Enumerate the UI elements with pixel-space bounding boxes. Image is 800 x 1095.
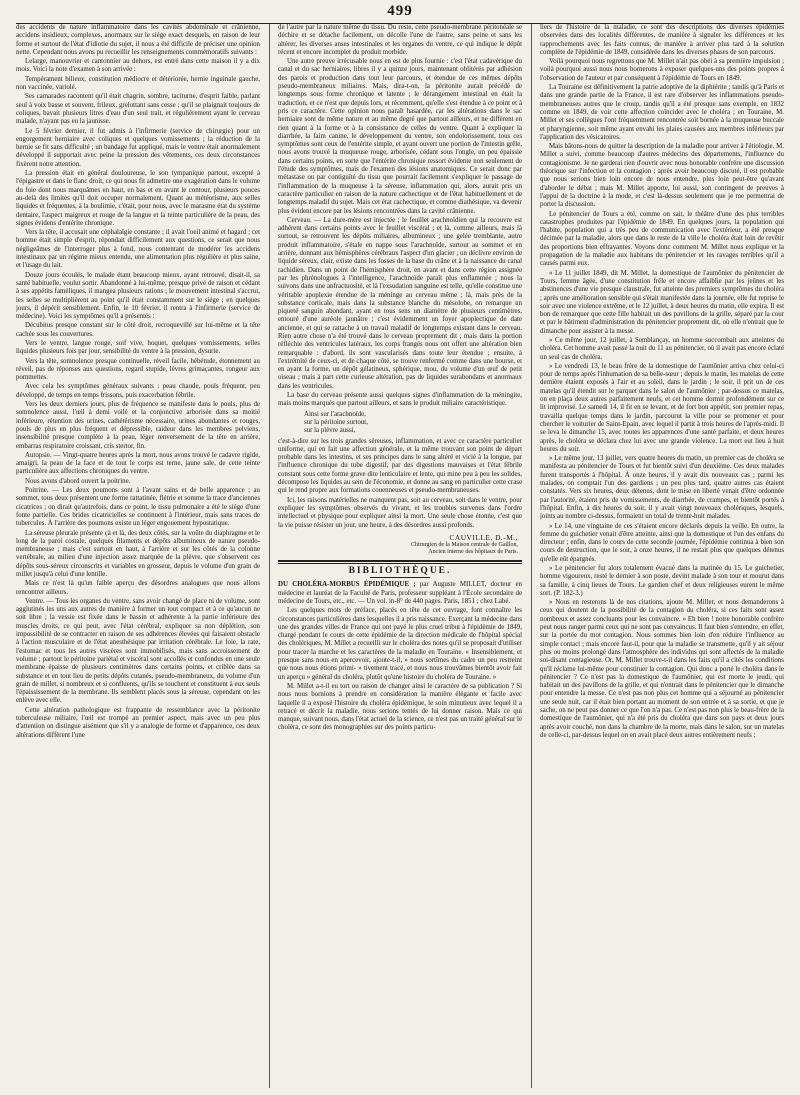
article-paragraph: Ses camarades racontent qu'il était chagrin, sombre, taciturne, d'esprit faible, parlant seul à voix basse et souvent, frileux, grelottant sans cesse ; qu'il se plaignait toujours de coliques, bavait plusieurs litres d'eau d'un seul trait, et régulièrement ayant le cerveau malade, n'ayant pas eu la jaunisse.	[16, 93, 260, 126]
article-paragraph: » Ce même jour, 12 juillet, à Semblançay, un homme succombait aux atteintes du choléra. Cet homme avait passé la nuit du 11 au pénitencier, où il avait pas encore éclaté un seul cas de choléra.	[540, 336, 784, 361]
signature-affiliation: Chirurgien de la Maison centrale de Gaillon,	[410, 542, 518, 549]
book-entry-details: par Auguste MILLET, docteur en médecine et lauréat de la Faculté de Paris, professeur suppléant à l'École secondaire de médecine de Tours, etc., etc. — Un vol. in-8° de 440 pages. Paris, 1851 ; chez Labé.	[278, 581, 522, 605]
section-title: BIBLIOTHÈQUE.	[278, 567, 522, 578]
article-paragraph: M. Millet a-t-il eu tort ou raison de changer ainsi le caractère de sa publication ? Si nous nous bornions à prendre en considération la manière élégante et facile avec laquelle il a exposé l'histoire du choléra épidémique, le soin minutieux avec lequel il a retracé et décrit la maladie, nous serions tentés de lui donner raison. Mais ce qui manque, suivant nous, dans l'état actuel de la science, ce n'est pas un traité général sur le choléra, ce sont des monographies sur des points particu-	[278, 682, 522, 732]
article-paragraph: Cerveau. — La dure-mère est injectée ; le feuillet arachnoïdien qui la recouvre est adhérent dans certains points avec le feuillet viscéral ; et là, comme ailleurs, mais là surtout, se retrouvent les dépôts miliaires, albumineux ; une gelée tremblante, autre produit inflammatoire, s'étale en nappe sous l'arachnoïde, surtout au sommet et en arrière, donnant aux hémisphères cérébraux l'aspect d'un glacier ; un déclivre environ de liquide séreux, clair, existe dans les fosses de la base du crâne et à la naissance du canal rachidien. Dans un point de l'hémisphère droit, en avant et dans cette région assignée par les phrénologues à l'intelligence, l'arachnoïde paraît plus enflammée ; nous la suivons dans une anfractuosité, et là l'exsudation sanguine est telle, qu'elle constitue une véritable apoplexie étendue de la méninge au cerveau même ; là, mais près de la substance corticale, mais dans la substance blanche du mésolobe, on remarque un piqueté sanguin abondant, ayant en tous sens un diamètre de plusieurs centimètres, entouré d'une auréole jaunâtre ; c'est évidemment un foyer apoplectique de date ancienne, et qui se rattache à un travail maladif de longtemps existant dans le cerveau. Rien autre chose n'a été trouvé dans le cerveau proprement dit ; mais dans la portion réfléchie des ventricules latéraux, les corps frangés nous ont offert une altération bien remarquable : d'abord, ils sont vascularisés dans toute leur étendue ; ensuite, à l'extrémité de ceux-ci, et de chaque côté, se trouve renfermé comme dans une bourse, et en ayant la forme, un dépôt gélatineux, sphérique, mou, du volume d'un œuf de petit oiseau ; mais à part cette curieuse altération, pas de liquides surabondans et anormaux dans les ventricules.	[278, 216, 522, 390]
verse-block	[304, 411, 522, 436]
article-paragraph: de l'autre par la nature même du tissu. Du reste, cette pseudo-membrane péritonéale se déchire et se détache facilement, on décolle l'une de l'autre, sans peine et sans les altérer, les diverses anses intestinales et les organes du ventre, ce qui indique le dépôt récent et encore incomplet du produit morbide.	[278, 24, 522, 56]
verse-line: sur la plèvre aussi,	[304, 427, 356, 435]
article-paragraph: des accidents de nature inflammatoire dans les cavités abdominale et crânienne, accidens insidieux, complexes, anormaux sur le siége exact desquels, en raison de leur forme et surtout de l'état d'idiotie du sujet, il nous a été difficile de préciser une opinion nette. Cependant nous avons pu recueillir les renseignements commémoratifs suivants :	[16, 24, 260, 56]
verse-line: Ainsi sur l'arachnoïde,	[304, 410, 366, 418]
article-paragraph: » Le pénitencier fut alors totalement évacué dans la matinée du 15. Le guichetier, homme vigoureux, resté le dernier à son poste, devint malade à son tour et mourut dans sa famille, à cinq lieues de Tours. Le gardien chef et deux religieuses eurent le même sort. (P. 182-3.)	[540, 565, 784, 597]
article-paragraph: « Le 11 juillet 1849, dit M. Millet, la domestique de l'aumônier du pénitencier de Tours, femme âgée, d'une constitution frêle et encore affaiblie par les jeûnes et les abstinences d'une vie presque claustrale, fut atteinte des premiers symptômes du choléra ; après une amélioration sensible qui s'était manifestée dans la journée, elle fut reprise le soir avec une violence extrême, et le 12 juillet, à deux heures du matin, elle expira. Il est bon de remarquer que cette fille habitait un des pavillons de la grille, séparé par la cour et par le bâtiment d'administration du pénitencier proprement dit, où elle n'entrait que le dimanche pour assister à la messe.	[540, 269, 784, 335]
article-paragraph: c'est-à-dire sur les trois grandes séreuses, inflammation, et avec ce caractère particulier uniforme, qui en fait une affection générale, et la même trouvant son point de départ probable dans les intestins, et ses principes dans le sang altéré et vicié à la longue, par l'influence chronique du tube digestif, par des digestions mauvaises et l'état fébrile constant sous cette forme grave dite lenticulaire et lente, qui mine peu à peu les solides, décompose les liquides au sein de l'économie, et donne au sang en particulier cette crase qui le rend propre aux formations couenneuses et pseudo-membraneuses.	[278, 437, 522, 495]
article-paragraph: » Le même jour, 13 juillet, vers quatre heures du matin, un premier cas de choléra se manifesta au pénitencier de Tours et fut bientôt suivi d'un deuxième. Ces deux malades furent transportés à l'hôpital. À onze heures, il y avait dix nouveaux cas ; parmi les malades, on comptait l'un des gardiens ; un peu plus tard, quatre autres cas étaient constatés. Vers six heures, deux détenus, dont le mise en liberté venait d'être ordonnée par l'autorité, étaient pris de vomissements, de diarrhée, de crampes, et bientôt portés à l'hôpital. Enfin, à dix heures du soir, il y avait vingt nouveaux cholériques, lesquels, joints au nombre ci-dessus, formaient un total de trente-huit malades.	[540, 455, 784, 521]
article-paragraph: » Le 14, une vingtaine de ces s'étaient encore déclarés depuis la veille. En outre, la femme du guichetier venait d'être atteinte, ainsi que la domestique et l'un des enfans du directeur ; enfin, dans le cours de cette seconde journée, l'épidémie continua à bien son cours de destruction, que le soir, à onze heures, il ne restait plus que quelques détenus qu'elle eût épargnés.	[540, 522, 784, 563]
column-2	[278, 24, 522, 1092]
article-paragraph: Poitrine. — Les deux poumons sont à l'avant sains et de belle apparence ; au sommet, tous deux présentent une forme rattatinée, flétrie et somme la trace d'anciennes cicatrices ; on dirait qu'autrefois, dans ce point, le tissu pulmonaire a été le siége d'une fonte partielle. Ces brides cicatricielles se continuent à l'intérieur, mais sans traces de tubercules. À l'arrière des poumons existe un léger engouement hypostatique.	[16, 487, 260, 528]
article-paragraph: » Nous en resterons là de nos citations, ajoute M. Millet, et nous demanderons à ceux qui doutent de la possibilité de la contagion du choléra, si ces faits sont assez nombreux et assez concluants pour les convaincre. » Eh bien ! notre honorable confrère peut nous ranger parmi ceux qui ne sont pas convaincus. Il faut bien s'entendre, en effet, sur la portée du mot contagion. Nous sommes bien loin d'en réduire l'influence au simple contact ; mais encore faut-il, pour que la maladie se transmette, qu'il y ait séjour plus ou moins prolongé dans l'atmosphère des individus qui sont affectés de la maladie soi-disant contagieuse. Or, M. Millet trouve-t-il dans les faits qu'il a cités les conditions qu'il réclame lui-même pour constituer la contagion. Qui donc a porté le choléra dans le pénitencier ? Ce n'est pas la domestique de l'aumônier, qui est morte le jeudi, qui habitait un des pavillons de la grille, et qui n'entrait dans le pénitencier que le dimanche pour entendre la messe. Ce n'est pas non plus cet homme qui a séjourné au pénitencier une seule nuit, car il était bien portant au moment de son entrée et à sa sortie, et que je sache, on ne peut pas donner ce que l'on n'a pas. Ce n'est pas non plus le beau-frère de la domestique de l'aumônier, qui n'a été pris du choléra que dans son pays et deux jours après avoir couché, non dans la chambre de la morte, mais dans le salon, sur un matelas de celle-ci, par-dessus lequel on en avait placé deux autres entièrement neufs ;	[540, 599, 784, 739]
article-paragraph: Ici, les raisons matérielles ne manquent pas, soit au cerveau, soit dans le ventre, pour expliquer les symptômes observés du vivant, et les troubles survenus dans l'ordre intellectuel et physique pour expliquer ainsi la mort. Une seule chose étonne, c'est que la vie puisse résister un jour, une heure, à des désordres aussi profonds.	[278, 496, 522, 529]
article-paragraph: Les quelques mots de préface, placés en tête de cet ouvrage, font connaître les circonstances particulières dans lesquelles il a pris naissance. Exerçant la médecine dans une des grandes villes de France qui ont payé le plus cruel tribut à l'épidémie de 1849, chargé pendant le cours de cette épidémie de la direction médicale de l'hôpital spécial des cholériques, M. Millet a recueilli sur le choléra des notes qu'il se proposait d'utiliser pour tracer la marche et les caractères de la maladie en Touraine. « Insensiblement, et presque sans nous en apercevoir, ajoute-t-il, » nous sortîmes du cadre un peu restreint que nous nous étions primi- » tivement tracé, et nous nous trouvâmes bientôt avoir fait un aperçu » général du choléra, plutôt qu'une histoire du choléra de Touraine. »	[278, 607, 522, 681]
article-paragraph: Avec cela les symptômes généraux suivants : peau chaude, pouls fréquent, peu développé, de temps en temps frissons, puis exacerbation fébrile.	[16, 383, 260, 399]
article-paragraph: Voilà pourquoi nous regrettons que M. Millet n'ait pas obéi à sa première impulsion ; voilà pourquoi aussi nous nous bornerons à exposer quelques-uns des points propres à l'observation de l'auteur et par conséquent à l'épidémie de Tours en 1849.	[540, 58, 784, 82]
article-paragraph: Vers le ventre, langue rouge, soif vive, hoquet, quelques vomissements, selles liquides plusieurs fois par jour, sensibilité du ventre à la pression, dysurie.	[16, 339, 260, 356]
article-paragraph: Autopsie. — Vingt-quatre heures après la mort, nous avons trouvé le cadavre rigide, amaigri, la peau de la face et de tout le corps est terne, jaune sale, de cette teinte particulière aux affections chroniques du ventre.	[16, 451, 260, 476]
article-paragraph: La base du cerveau présente aussi quelques signes d'inflammation de la méningite, mais moins marqués que partout ailleurs, et sans le produit miliaire caractéristique.	[278, 392, 522, 408]
article-paragraph: Ventre. — Tous les organes du ventre, sans avoir changé de place ni de volume, sont agglutinés les uns aux autres de manière à former un tout compact et à ce qu'aucun ne soit libre ; la vessie est fixée dans le bassin et adhérente à la partie inférieure des muscles droits, ce qui peut, avec l'état cérébral, expliquer sa non déplétion, son impossibilité de se contracter en raison de ses adhérences élevées qui faisaient obstacle à l'action musculaire et de l'état anesthésique par irritation cérébrale. Le foie, la rate, l'estomac et tous les autres viscères sont immobilisés, mais sans accroissement de volume ; partout le péritoine pariétal et viscéral sont accollés et confondus en une seule membrane épaisse de plusieurs centimètres dans certains points, et criblée dans sa substance et en tout lieu de petits dépôts cutanés, pseudo-membraneux, du volume d'un grain de millet, si nombreux et si confluents, qu'ils se touchent et constituent à eux seuls l'épaississement de la membrane. Ils semblent placés sous la séreuse, cependant on les enlève avec elle.	[16, 597, 260, 705]
article-paragraph: Vers la tête, il accusait une céphalalgie constante ; il avait l'oeil animé et hagard ; cet homme était simple d'esprit, répondait difficilement aux questions, ce serait que nous négligeâmes de l'interroger plus à fond, nous contentant de modérer les accidens intestinaux par un régime mieux entendu, une alimentation plus régulière et plus saine, et l'usage du lait.	[16, 229, 260, 270]
article-paragraph: Décubitus presque constant sur le côté droit, recroquevillé sur lui-même et la tête cachée sous les couvertures.	[16, 322, 260, 338]
article-paragraph: Le pénitencier de Tours a été, comme on sait, le théâtre d'une des plus terribles catastrophes produites par l'épidémie de 1849. En quelques jours, la population qui l'habite, population qui a très peu de communication avec l'extérieur, a été presque décimée par la maladie, alors que dans le reste de la ville le choléra était loin de revêtir des proportions bien effrayantes. Voyons donc comment M. Millet nous explique et la propagation de la maladie aux habitans du pénitencier et les ravages terribles qu'il a causés parmi eux.	[540, 210, 784, 268]
article-paragraph: liers de l'histoire de la maladie, ce sont des descriptions des diverses épidémies observées dans des localités différentes, de manière à signaler les différences et les rapprochements avec les faits connus, de manière à arriver plus tard à la solution complète de l'épidémie de 1849, considérée dans les diverses phases de son parcours.	[540, 24, 784, 56]
article-paragraph: Une autre preuve irrécusable nous en est de plus fournie : c'est l'état cadavérique du canal et du sac herniaires, libres il y a quinze jours, maintenant oblitérés par adhésion des parois et production dans tout leur parcours, et étendue de ces mêmes dépôts pseudo-membraneux miliaires. Mais, dira-t-on, la péritonite aurait précédé de longtemps sous forme chronique et latente ; le dérangement intestinal en était la traduction, et ce n'est que depuis lors, et récemment, qu'elle s'est étendue à ce point et à pris ce caractère. Cette opinion nous paraît hasardée, car les altérations dans le sac herniaire sont de même nature et au même degré que partout ailleurs, et ne diffèrent en rien quant à la forme et à la consistance de celles du ventre. Quant à expliquer la diarrhée, la faim canine, le développement du ventre, son endolorissement, tous ces symptômes sont ceux de l'entérite simple, et ayant ouvert une portion de l'intestin grêle, nous avons trouvé la muqueuse rouge, arborisée, cédant sous l'ongle, un peu épaissie dans certains points, en sorte que l'entérite chronique ressort évidente non seulement de l'étude des symptômes, mais de l'examen des lésions anatomiques. Ce serait donc par métastase ou par contiguïté du tissu que pourrait facilement s'expliquer le passage de l'inflammation de la muqueuse à la séreuse, inflammation qui, alors, aurait pris un caractère particulier en raison de la nature cachectique et de l'état habituellement et de longtemps maladif du sujet. Mais cet état cachectique, et comme diathésique, va devenir plus évident encore par les lésions rencontrées dans la cavité crânienne.	[278, 58, 522, 215]
book-entry	[278, 581, 522, 606]
column-1	[16, 24, 260, 1092]
signature-name: CAUVILLE, D.-M.,	[449, 532, 518, 542]
article-paragraph: Vers la tête, somnolence presque continuelle, réveil facile, hébétude, étonnement au réveil, pas de réponses aux questions, regard stupide, lèvres grimaçantes, rongeur aux pommettes.	[16, 357, 260, 382]
book-title: DU CHOLÉRA-MORBUS ÉPIDÉMIQUE ;	[278, 581, 416, 589]
article-paragraph: Douze jours écoulés, le malade étant beaucoup mieux, ayant retrouvé, disait-il, sa santé habituelle, voulut sortir. Abandonné à lui-même, presque privé de raison et cédant à ses appétits faméliques, il mangea plusieurs rations ; le mouvement intestinal s'accrut, les selles se multiplièrent au point qu'il était constamment sur le siége ; en quelques jours, il dépérit sensiblement. Enfin, le 10 février, il rentra à l'infirmerie (service de médecine). Voici les symptômes qu'il a présentés :	[16, 271, 260, 321]
column-separator	[269, 24, 270, 1088]
article-paragraph: Nous avons d'abord ouvert la poitrine.	[25, 477, 131, 485]
section-rule	[278, 560, 522, 562]
article-paragraph: Mais ce n'est là qu'un faible aperçu des désordres analogues que nous allons rencontrer ailleurs.	[16, 580, 260, 596]
article-paragraph: La pression était en général douloureuse, le son tympanique partout, excepté à l'épigastre et dans le flanc droit, ce qui nous fit admettre une exagération dans le volume du foie dont nous marquâmes en haut, en bas et en avant le contour, plusieurs pouces au-delà des limites qu'il doit occuper normalement. Quant au météorisme, aux selles liquides et fréquentes, à la boulimie, c'était, pour nous, avec le marasme état du système dentaire, l'aspect maigreux et rouge de la langue et la teinte particulière de la peau, des signes évidens d'entérite chronique.	[16, 170, 260, 227]
article-paragraph: La séreuse pleurale présente çà et là, des deux côtés, sur la voûte du diaphragme et le long de la paroi costale, quelques filaments et dépôts albumineux de nature pseudo-membraneuse ; mais c'est surtout en haut, à l'arrière et sur les côtés de la colonne vertébrale, au milieu d'une injection assez marquée de la plèvre, que s'observent ces dépôts sous-séreux circonscrits et variables en grosseur, depuis le volume d'un grain de millet jusqu'à celui d'une lentille.	[16, 529, 260, 578]
verse-line: sur la péritoine surtout,	[304, 418, 368, 426]
article-paragraph: Cette altération pathologique est frappante de ressemblance avec la péritonite tuberculeuse miliaire, l'œil est trompé au premier aspect, mais avec un peu plus d'attention on distingue aisément que s'il y a analogie de forme et d'apparence, ces deux altérations diffèrent l'une	[16, 706, 260, 739]
column-separator	[531, 24, 532, 1088]
signature-affiliation: Ancien interne des hôpitaux de Paris.	[428, 549, 518, 556]
article-paragraph: Lelarge, manouvrier et cantonnier au dehors, est entré dans cette maison il y a dix mois. Voici la note d'examen à son arrivée :	[16, 58, 260, 74]
signature-block	[278, 534, 522, 556]
article-paragraph: Mais bâtons-nous de quitter la description de la maladie pour arriver à l'étiologie. M. Millet a suivi, comme beaucoup d'autres médecins des départements, l'influence du contagionisme. Je ne garderai rien d'ouvrir avec nous honorable confrère une discussion théorique sur l'infection et la contagion ; après avoir beaucoup discuté, il est probable que nous serions bien loin encore de nous entendre, plus loin peut-être qu'avant d'aborder le débat ; mais M. Millet apporte, lui aussi, son contingent de preuves à l'appui de la doctrine à la mode, et c'est là-dessus seulement que je me permettrai de porter la discussion.	[540, 143, 784, 209]
article-paragraph: Vers les deux derniers jours, plus de fréquence se manifeste dans le pouls, plus de somnolence aussi, l'œil à demi voilé et la conjonctive arborisée dans sa moitié inférieure, rétention des urines, cathétérisme nécessaire, urines abondantes et rouges, pouls de plus en plus fréquent et dépressible, raideur dans les membres pelviens, insensibilité presque complète à la peau, léger renversement de la tête en arrière, embarras respiratoire croissant, cris stertor, fin.	[16, 401, 260, 450]
newspaper-page	[16, 0, 784, 1095]
article-paragraph: La Touraine est définitivement la patrie adoptive de la diphtérite ; tandis qu'à Paris et dans une grande partie de la France, il est rare d'observer les inflammations pseudo-membraneuses autres que le croup, tandis qu'il a été presque sans exemple, en 1832 comme en 1849, de voir cette affection coïncider avec le choléra ; en Touraine, M. Millet et ses collègues l'ont fréquemment rencontrée soit bornée à la muqueuse buccale et pharyngienne, soit même ayant envahi les plaies causées aux membres inférieurs par l'application des vésicatoires.	[540, 84, 784, 141]
article-paragraph: » Le vendredi 13, le beau frère de la domestique de l'aumônier arriva chez celui-ci pour de temps après l'inhumation de sa belle-sœur ; depuis le matin, les matelas de cette dernière étaient exposés à l'air et au soleil, dans le jardin ; le soir, il prit un de ces matelas qu'il étendit sur le parquet dans le salon de l'aumônier ; par-dessus ce matelas, on en plaça deux autres parfaitement neufs, et cet homme dormit profondément sur ce lit improvisé. Le samedi 14, il fit en se levant, et de fort bon appétit, son premier repas, travailla quelque temps dans le jardin, parcourut la ville pour se promener et pour chercher le voiturier de Saint-Epain, avec lequel il partit à trois heures de l'après-midi. Il se leva le dimanche 15, avec toutes les apparences d'une santé parfaite, et deux heures après, le choléra se déclara chez lui avec une grande violence. La mort eut lieu à huit heures du soir.	[540, 362, 784, 453]
article-paragraph: Tempérament bilieux, constitution médiocre et détériorée, hernie inguinale gauche, non vaccinée, variolé.	[16, 75, 260, 92]
article-paragraph: Le 5 février dernier, il fut admis à l'infirmerie (service de chirurgie) pour un engorgement herniaire avec coliques et quelques vomissements ; la réduction de la hernie se fit sans difficulté ; un bandage fut appliqué, mais le ventre était anormalement développé il supportait avec peine la pression des vêtements, ces deux circonstances fixèrent notre attention.	[16, 127, 260, 168]
column-3	[540, 24, 784, 1092]
section-rule	[278, 563, 522, 564]
page-number: 499	[387, 3, 413, 19]
page-header	[16, 3, 784, 21]
